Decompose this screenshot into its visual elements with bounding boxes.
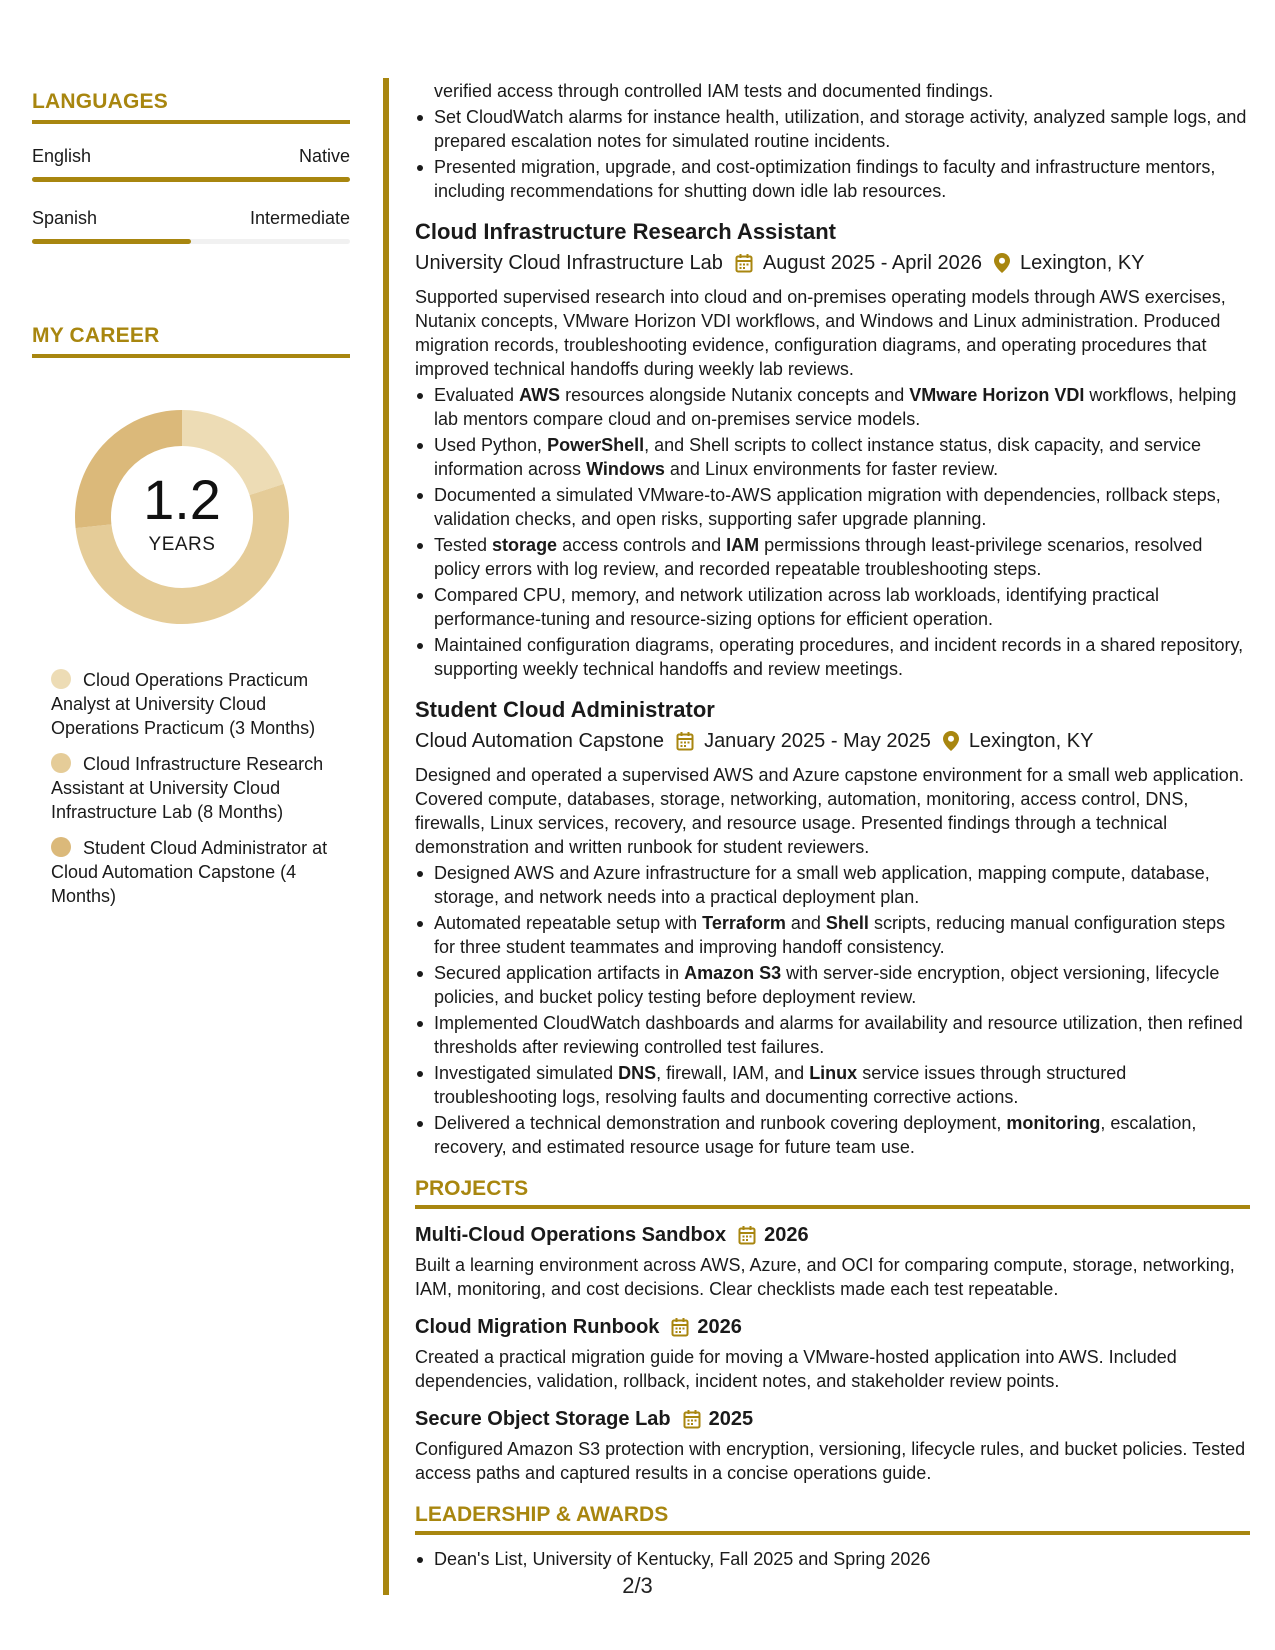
job-meta bbox=[415, 727, 1250, 755]
language-spanish bbox=[32, 208, 350, 244]
calendar-icon bbox=[735, 253, 753, 273]
legend-label: Cloud Operations Practicum Analyst at University Cloud Operations Practicum (3 Months) bbox=[51, 670, 316, 738]
project-year: 2026 bbox=[764, 1224, 809, 1246]
calendar-icon bbox=[676, 731, 694, 751]
language-level-bar bbox=[32, 239, 350, 244]
career-donut-chart bbox=[67, 402, 297, 632]
project-name: Multi-Cloud Operations Sandbox bbox=[415, 1224, 727, 1246]
main-column bbox=[415, 79, 1250, 1573]
job-description: Designed and operated a supervised AWS and Azure capstone environment for a small web application. Covered compute, databases, storage, networking, automation, monitoring, access control, DNS, firewalls, Linux services, recovery, and resource usage. Presented findings through a technical demonstration and written runbook for student reviewers. bbox=[415, 765, 1244, 857]
bullet: Set CloudWatch alarms for instance health, utilization, and storage activity, analyzed sample logs, and prepared escalation notes for simulated routine incidents. bbox=[415, 105, 1250, 153]
sidebar bbox=[32, 90, 350, 920]
project-description: Built a learning environment across AWS, Azure, and OCI for comparing compute, storage, networking, IAM, monitoring, and cost decisions. Clear checklists made each test repeatable. bbox=[415, 1255, 1235, 1299]
legend-dot bbox=[51, 837, 71, 857]
legend-label: Student Cloud Administrator at Cloud Automation Capstone (4 Months) bbox=[51, 838, 328, 906]
bullet: Tested storage access controls and IAM permissions through least-privilege scenarios, resolved policy errors with log review, and recorded repeatable troubleshooting steps. bbox=[415, 533, 1250, 581]
bullet: Delivered a technical demonstration and runbook covering deployment, monitoring, escalation, recovery, and estimated resource usage for future team use. bbox=[415, 1111, 1250, 1159]
calendar-icon bbox=[738, 1225, 756, 1245]
projects-heading: PROJECTS bbox=[415, 1177, 1250, 1209]
page-number: 2/3 bbox=[622, 1573, 653, 1598]
job-dates: January 2025 - May 2025 bbox=[704, 730, 931, 752]
job-entry bbox=[415, 695, 1250, 1159]
languages-heading: LANGUAGES bbox=[32, 90, 350, 124]
job-title: Student Cloud Administrator bbox=[415, 697, 715, 722]
job-entry bbox=[415, 217, 1250, 681]
awards-list bbox=[415, 1547, 1250, 1571]
legend-dot bbox=[51, 753, 71, 773]
legend-label: Cloud Infrastructure Research Assistant at University Cloud Infrastructure Lab (8 Months) bbox=[51, 754, 324, 822]
career-total-unit: YEARS bbox=[148, 534, 216, 555]
calendar-icon bbox=[671, 1317, 689, 1337]
job-location: Lexington, KY bbox=[1019, 252, 1145, 274]
legend-item bbox=[51, 752, 331, 824]
job-bullets bbox=[415, 861, 1250, 1159]
job-description: Supported supervised research into cloud and on-premises operating models through AWS exercises, Nutanix concepts, VMware Horizon VDI workflows, and Windows and Linux administration. Produced migration records, troubleshooting evidence, configuration diagrams, and operating procedures that improved technical handoffs during weekly lab reviews. bbox=[415, 287, 1226, 379]
project-year: 2026 bbox=[697, 1316, 742, 1338]
legend-item bbox=[51, 668, 331, 740]
job-dates: August 2025 - April 2026 bbox=[762, 252, 982, 274]
project-name: Secure Object Storage Lab bbox=[415, 1408, 671, 1430]
awards-heading: LEADERSHIP & AWARDS bbox=[415, 1503, 1250, 1535]
language-name: English bbox=[32, 146, 92, 166]
job-org: University Cloud Infrastructure Lab bbox=[415, 252, 723, 274]
language-level: Intermediate bbox=[249, 208, 350, 228]
language-level-bar bbox=[32, 177, 350, 182]
bullet-continued: verified access through controlled IAM tests and documented findings. bbox=[434, 81, 994, 101]
career-total-value: 1.2 bbox=[143, 468, 221, 531]
award-item: Dean's List, University of Kentucky, Fall 2025 and Spring 2026 bbox=[415, 1547, 1250, 1571]
project-entry bbox=[415, 1405, 1250, 1485]
bullet: Investigated simulated DNS, firewall, IAM, and Linux service issues through structured troubleshooting logs, resolving faults and documenting corrective actions. bbox=[415, 1061, 1250, 1109]
language-level-fill bbox=[32, 177, 350, 182]
bullet: Maintained configuration diagrams, operating procedures, and incident records in a shared repository, supporting weekly technical handoffs and review meetings. bbox=[415, 633, 1250, 681]
bullet: Implemented CloudWatch dashboards and alarms for availability and resource utilization, then refined thresholds after reviewing controlled test failures. bbox=[415, 1011, 1250, 1059]
legend-item bbox=[51, 836, 331, 908]
location-pin-icon bbox=[994, 253, 1010, 273]
language-english bbox=[32, 146, 350, 182]
column-divider bbox=[383, 78, 389, 1595]
language-name: Spanish bbox=[32, 208, 98, 228]
career-heading: MY CAREER bbox=[32, 324, 350, 358]
job-org: Cloud Automation Capstone bbox=[415, 730, 665, 752]
career-legend bbox=[51, 668, 331, 908]
carryover-bullets bbox=[415, 79, 1250, 203]
calendar-icon bbox=[683, 1409, 701, 1429]
bullet: Documented a simulated VMware-to-AWS application migration with dependencies, rollback steps, validation checks, and open risks, supporting safer upgrade planning. bbox=[415, 483, 1250, 531]
language-level: Native bbox=[298, 146, 350, 166]
project-year: 2025 bbox=[708, 1408, 754, 1430]
bullet: Designed AWS and Azure infrastructure for a small web application, mapping compute, database, storage, and network needs into a practical deployment plan. bbox=[415, 861, 1250, 909]
location-pin-icon bbox=[943, 731, 959, 751]
bullet: Presented migration, upgrade, and cost-optimization findings to faculty and infrastructure mentors, including recommendations for shutting down idle lab resources. bbox=[415, 155, 1250, 203]
bullet: Compared CPU, memory, and network utilization across lab workloads, identifying practical performance-tuning and resource-sizing options for efficient operation. bbox=[415, 583, 1250, 631]
project-description: Configured Amazon S3 protection with encryption, versioning, lifecycle rules, and bucket policies. Tested access paths and captured results in a concise operations guide. bbox=[415, 1439, 1246, 1483]
project-name: Cloud Migration Runbook bbox=[415, 1316, 660, 1338]
language-level-fill bbox=[32, 239, 191, 244]
bullet: Automated repeatable setup with Terraform and Shell scripts, reducing manual configuration steps for three student teammates and improving handoff consistency. bbox=[415, 911, 1250, 959]
project-entry bbox=[415, 1313, 1250, 1393]
bullet: Evaluated AWS resources alongside Nutanix concepts and VMware Horizon VDI workflows, helping lab mentors compare cloud and on-premises service models. bbox=[415, 383, 1250, 431]
job-bullets bbox=[415, 383, 1250, 681]
project-description: Created a practical migration guide for moving a VMware-hosted application into AWS. Included dependencies, validation, rollback, incident notes, and stakeholder review points. bbox=[415, 1347, 1177, 1391]
job-title: Cloud Infrastructure Research Assistant bbox=[415, 219, 836, 244]
bullet: Secured application artifacts in Amazon S3 with server-side encryption, object versioning, lifecycle policies, and bucket policy testing before deployment review. bbox=[415, 961, 1250, 1009]
job-location: Lexington, KY bbox=[968, 730, 1094, 752]
legend-dot bbox=[51, 669, 71, 689]
job-meta bbox=[415, 249, 1250, 277]
bullet: Used Python, PowerShell, and Shell scripts to collect instance status, disk capacity, and service information across Windows and Linux environments for faster review. bbox=[415, 433, 1250, 481]
project-entry bbox=[415, 1221, 1250, 1301]
